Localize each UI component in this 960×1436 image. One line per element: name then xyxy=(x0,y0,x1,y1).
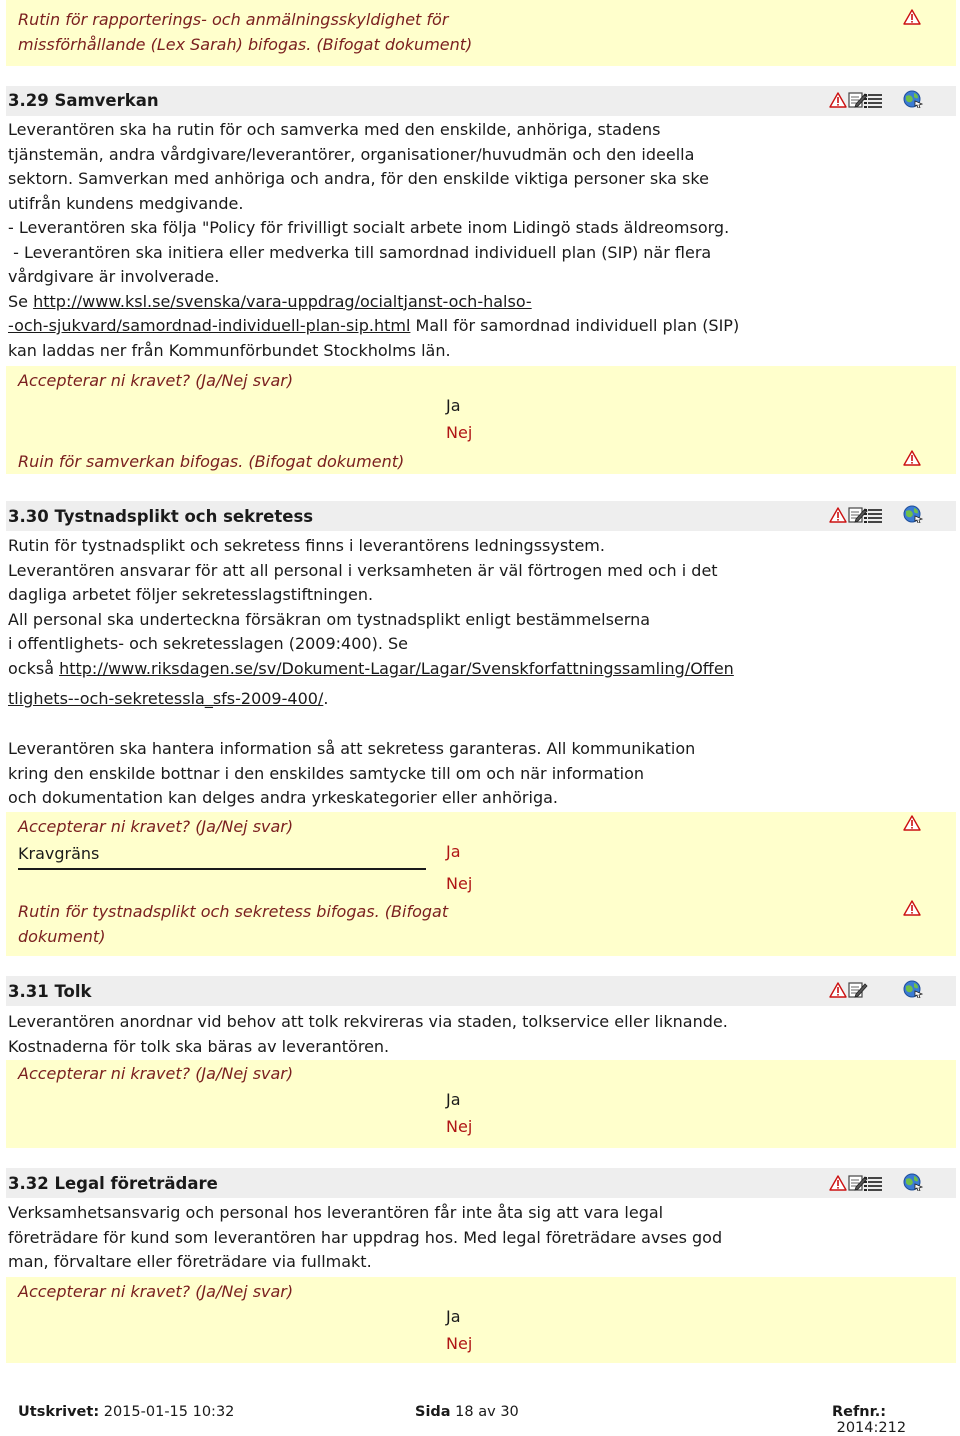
section-heading: 3.32 Legal företrädare xyxy=(8,1174,218,1193)
answer-ja[interactable]: Ja xyxy=(446,842,461,861)
section-body xyxy=(8,1201,808,1275)
body-line: företrädare för kund som leverantören har uppdrag hos. Med legal företrädare avses god xyxy=(8,1227,723,1247)
answer-nej[interactable]: Nej xyxy=(446,874,473,893)
page-value: 18 av 30 xyxy=(450,1404,519,1420)
list-icon[interactable] xyxy=(864,1175,882,1191)
section-heading: 3.31 Tolk xyxy=(8,982,92,1001)
list-icon[interactable] xyxy=(864,507,882,523)
accept-question: Accepterar ni kravet? (Ja/Nej svar) xyxy=(18,371,294,390)
warning-icon[interactable] xyxy=(829,982,847,998)
page-label: Sida xyxy=(415,1404,451,1420)
section-heading: 3.30 Tystnadsplikt och sekretess xyxy=(8,507,314,526)
body-line: dagliga arbetet följer sekretesslagstiftningen. xyxy=(8,585,374,604)
ocksa-text: också xyxy=(8,659,60,678)
kravgrans-divider xyxy=(18,868,426,870)
ref-value: 2014:212 xyxy=(832,1420,907,1436)
body-line: Kostnaderna för tolk ska bäras av leverantören. xyxy=(8,1036,390,1056)
after-link-text: Mall för samordnad individuell plan (SIP) xyxy=(410,316,740,335)
warning-icon[interactable] xyxy=(903,450,921,466)
globe-link-icon[interactable] xyxy=(903,505,923,523)
se-prefix: Se xyxy=(8,291,34,311)
section-body xyxy=(8,118,798,363)
warning-icon[interactable] xyxy=(903,815,921,831)
body-line: utifrån kundens medgivande. xyxy=(8,193,244,213)
body-line: sektorn. Samverkan med anhöriga och andra, för den enskilde viktiga personer ska ske xyxy=(8,169,709,188)
edit-icon[interactable] xyxy=(848,981,868,999)
ref-label: Refnr.: xyxy=(832,1404,887,1420)
footer-printed xyxy=(18,1404,234,1420)
globe-link-icon[interactable] xyxy=(903,1173,923,1191)
kravgrans-label: Kravgräns xyxy=(18,844,100,863)
attachment-text-line1: Rutin för tystnadsplikt och sekretess bifogas. (Bifogat xyxy=(18,902,449,921)
printed-value: 2015-01-15 10:32 xyxy=(99,1404,235,1420)
warning-icon[interactable] xyxy=(903,9,921,25)
warning-icon[interactable] xyxy=(829,507,847,523)
warning-icon[interactable] xyxy=(829,1175,847,1191)
body-line xyxy=(8,314,798,339)
section-heading: 3.29 Samverkan xyxy=(8,91,159,110)
body-line xyxy=(8,657,808,682)
answer-nej[interactable]: Nej xyxy=(446,1334,473,1353)
body-line: Leverantören ska ha rutin för och samverka med den enskilde, anhöriga, stadens xyxy=(8,120,661,139)
attachment-text: Ruin för samverkan bifogas. (Bifogat dokument) xyxy=(18,452,405,471)
sip-link-cont[interactable]: -och-sjukvard/samordnad-individuell-plan-sip.html xyxy=(8,316,411,335)
link-suffix: . xyxy=(323,689,329,708)
body-line: i offentlighets- och sekretesslagen (2009:400). Se xyxy=(8,634,408,653)
body-line: - Leverantören ska följa "Policy för frivilligt socialt arbete inom Lidingö stads äldreomsorg. xyxy=(8,218,730,237)
answer-ja[interactable]: Ja xyxy=(446,1307,461,1326)
attachment-text-line2: missförhållande (Lex Sarah) bifogas. (Bifogat dokument) xyxy=(18,35,473,54)
body-line: man, förvaltare eller företrädare via fullmakt. xyxy=(8,1252,372,1271)
warning-icon[interactable] xyxy=(829,92,847,108)
globe-link-icon[interactable] xyxy=(903,980,923,998)
body-line: vårdgivare är involverade. xyxy=(8,267,220,286)
riksdagen-link-cont[interactable]: tlighets--och-sekretessla_sfs-2009-400/ xyxy=(8,689,324,708)
globe-link-icon[interactable] xyxy=(903,90,923,108)
footer-page xyxy=(415,1404,519,1420)
sip-link[interactable]: http://www.ksl.se/svenska/vara-uppdrag/ocialtjanst-och-halso- xyxy=(33,291,532,311)
body-line xyxy=(8,290,798,315)
section-header-bar xyxy=(6,976,956,1006)
section-body xyxy=(8,1010,808,1059)
body-line: Rutin för tystnadsplikt och sekretess finns i leverantörens ledningssystem. xyxy=(8,536,605,555)
attachment-text-line2: dokument) xyxy=(18,927,106,946)
answer-ja[interactable]: Ja xyxy=(446,1090,461,1109)
section-body xyxy=(8,534,808,657)
body-line: All personal ska underteckna försäkran om tystnadsplikt enligt bestämmelserna xyxy=(8,609,651,629)
body-line: Verksamhetsansvarig och personal hos leverantören får inte åta sig att vara legal xyxy=(8,1203,664,1222)
list-icon[interactable] xyxy=(864,92,882,108)
body-line: kan laddas ner från Kommunförbundet Stockholms län. xyxy=(8,340,451,360)
accept-question: Accepterar ni kravet? (Ja/Nej svar) xyxy=(18,1064,294,1083)
attachment-text-line1: Rutin för rapporterings- och anmälningsskyldighet för xyxy=(18,10,449,29)
body-line: Leverantören ansvarar för att all personal i verksamheten är väl förtrogen med och i det xyxy=(8,560,718,580)
body-line: - Leverantören ska initiera eller medverka till samordnad individuell plan (SIP) när flera xyxy=(8,242,712,262)
body-line: tjänstemän, andra vårdgivare/leverantörer, organisationer/huvudmän och den ideella xyxy=(8,144,695,164)
accept-question: Accepterar ni kravet? (Ja/Nej svar) xyxy=(18,1282,294,1301)
accept-question: Accepterar ni kravet? (Ja/Nej svar) xyxy=(18,817,294,836)
answer-ja[interactable]: Ja xyxy=(446,396,461,415)
footer-ref xyxy=(832,1404,960,1436)
warning-icon[interactable] xyxy=(903,900,921,916)
body-line: och dokumentation kan delges andra yrkeskategorier eller anhöriga. xyxy=(8,788,558,807)
answer-nej[interactable]: Nej xyxy=(446,1117,473,1136)
body-line: kring den enskilde bottnar i den enskildes samtycke till om och när information xyxy=(8,763,645,783)
riksdagen-link[interactable]: http://www.riksdagen.se/sv/Dokument-Lagar/Lagar/Svenskforfattningssamling/Offen xyxy=(59,659,734,678)
body-line: Leverantören ska hantera information så att sekretess garanteras. All kommunikation xyxy=(8,739,696,758)
answer-nej[interactable]: Nej xyxy=(446,423,473,442)
body-line xyxy=(8,687,808,712)
section-body xyxy=(8,737,808,811)
printed-label: Utskrivet: xyxy=(18,1404,100,1420)
body-line: Leverantören anordnar vid behov att tolk rekvireras via staden, tolkservice eller liknande. xyxy=(8,1012,728,1031)
